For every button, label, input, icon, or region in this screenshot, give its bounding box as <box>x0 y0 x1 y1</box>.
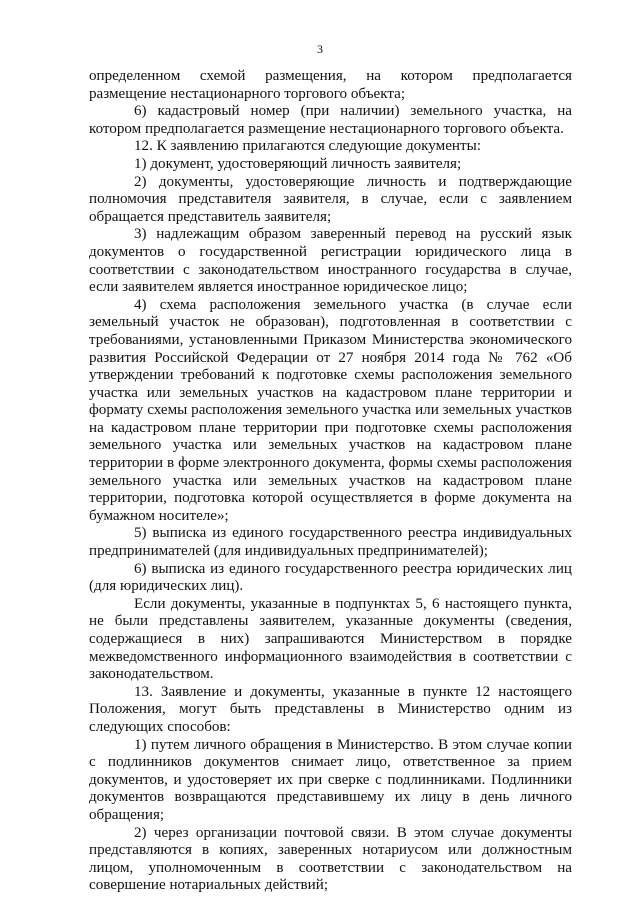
submission-method-2: 2) через организации почтовой связи. В этом случае документы представляются в копиях, заверенных нотариусом или должностным лицом, уполномоченным в соответствии с законодательством на совершение нотариальных действий; <box>89 824 572 894</box>
document-body <box>89 68 572 895</box>
list-item-3: 3) надлежащим образом заверенный перевод на русский язык документов о государственной регистрации юридического лица в соответствии с законодательством иностранного государства в случае, если заявителем является иностранное юридическое лицо; <box>89 226 572 296</box>
list-item-5: 5) выписка из единого государственного реестра индивидуальных предпринимателей (для индивидуальных предпринимателей); <box>89 525 572 560</box>
paragraph-cadastral-number: 6) кадастровый номер (при наличии) земельного участка, на котором предполагается размещение нестационарного торгового объекта. <box>89 103 572 137</box>
paragraph-section-13: 13. Заявление и документы, указанные в пункте 12 настоящего Положения, могут быть представлены в Министерство одним из следующих способов: <box>89 683 572 735</box>
list-item-1: 1) документ, удостоверяющий личность заявителя; <box>134 155 462 172</box>
paragraph-interagency-request: Если документы, указанные в подпунктах 5, 6 настоящего пункта, не были представлены заявителем, указанные документы (сведения, содержащиеся в них) запрашиваются Министерством в порядке межведомственного информационного взаимодействия в соответствии с законодательством. <box>89 595 572 683</box>
paragraph-continuation: определенном схемой размещения, на котором предполагается размещение нестационарного торгового объекта; <box>89 68 572 102</box>
page-number: 3 <box>317 42 323 56</box>
submission-method-1: 1) путем личного обращения в Министерство. В этом случае копии с подлинников документов снимает лицо, ответственное за прием документов, и удостоверяет их при сверке с подлинниками. Подлинники документов возвращаются представившему их лицу в день личного обращения; <box>89 736 572 823</box>
paragraph-section-12: 12. К заявлению прилагаются следующие документы: <box>134 138 481 155</box>
list-item-6: 6) выписка из единого государственного реестра юридических лиц (для юридических лиц). <box>89 560 572 595</box>
list-item-2: 2) документы, удостоверяющие личность и подтверждающие полномочия представителя заявителя, в случае, если с заявлением обращается представитель заявителя; <box>89 173 572 225</box>
list-item-4: 4) схема расположения земельного участка (в случае если земельный участок не образован), подготовленная в соответствии с требованиями, установленными Приказом Министерства экономического развития Российской Федерации от 27 ноября 2014 года № 762 «Об утверждении требований к подготовке схемы расположения земельного участка или земельных участков на кадастровом плане территории и формату схемы расположения земельного участка или земельных участков на кадастровом плане территории при подготовке схемы расположения земельного участка или земельных участков на кадастровом плане территории в форме электронного документа, формы схемы расположения земельного участка или земельных участков на кадастровом плане территории, подготовка которой осуществляется в форме документа на бумажном носителе»; <box>89 296 572 524</box>
